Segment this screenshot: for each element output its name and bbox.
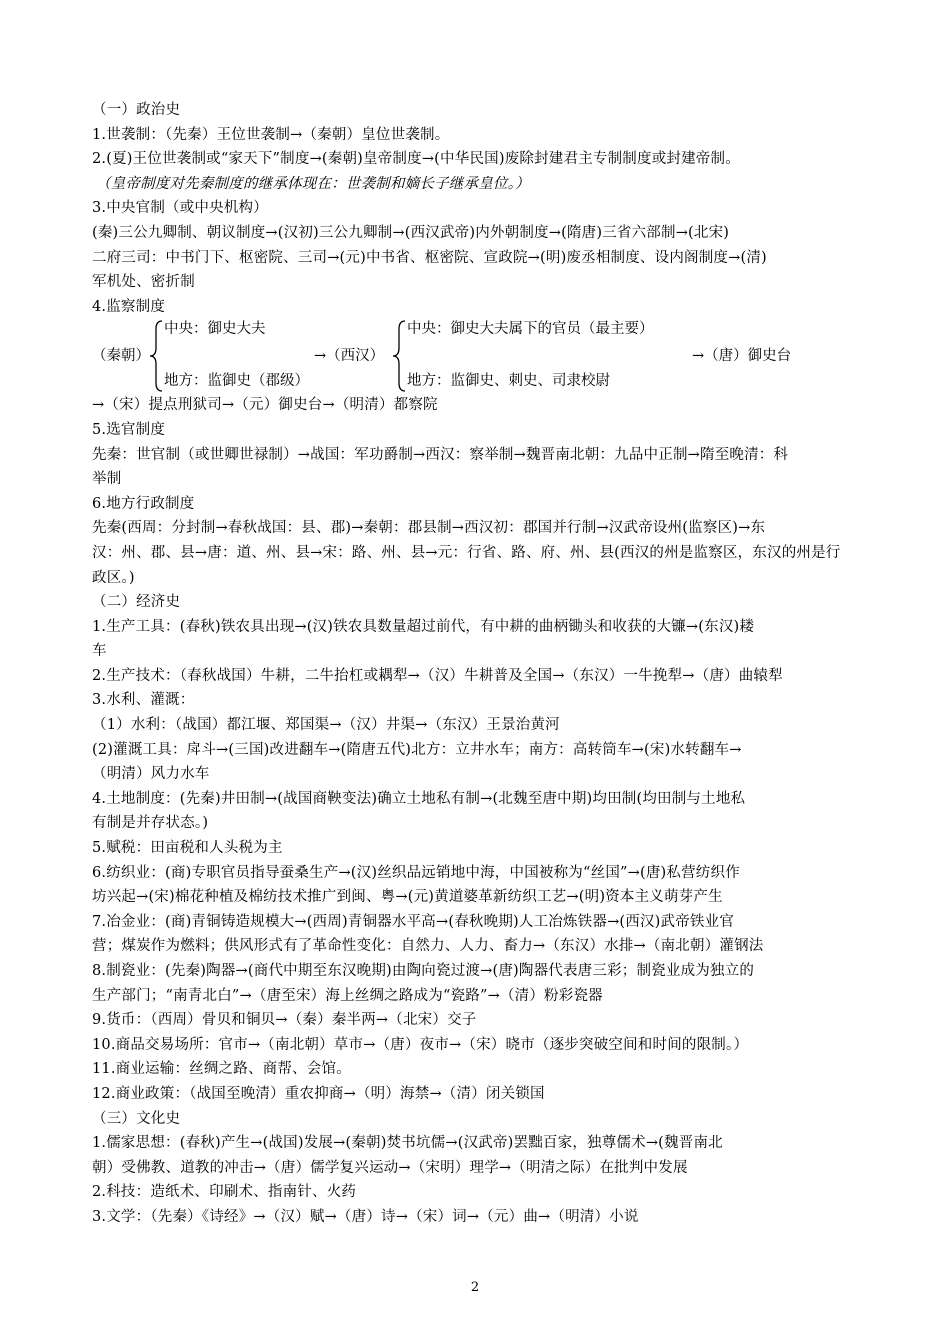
text-line: 3.文学：（先秦）《诗经》→（汉）赋→（唐）诗→（宋）词→（元）曲→（明清）小说 [92, 1208, 639, 1225]
text-line: 朝）受佛教、道教的冲击→（唐）儒学复兴运动→（宋明）理学→（明清之际）在批判中发展 [92, 1159, 688, 1176]
text-line: 10.商品交易场所：官市→（南北朝）草市→（唐）夜市→（宋）晓市（逐步突破空间和时间的限制。） [92, 1036, 749, 1053]
left-brace [150, 321, 162, 391]
text-line: 12.商业政策：（战国至晚清）重农抑商→（明）海禁→（清）闭关锁国 [92, 1085, 545, 1102]
han-label: →（西汉） [314, 348, 385, 365]
note-line: （皇帝制度对先秦制度的继承体现在：世袭制和嫡长子继承皇位。） [96, 175, 530, 192]
text-line: 车 [92, 643, 107, 660]
text-line: 汉：州、郡、县→唐：道、州、县→宋：路、州、县→元：行省、路、府、州、县(西汉的州是监察区，东汉的州是行 [92, 544, 841, 561]
text-line: 4.监察制度 [92, 298, 166, 315]
right-brace [393, 321, 405, 391]
text-line: 1.世袭制：（先秦）王位世袭制→（秦朝）皇位世袭制。 [92, 126, 450, 143]
text-line: 生产部门；“南青北白”→（唐至宋）海上丝绸之路成为“瓷路”→（清）粉彩瓷器 [92, 987, 603, 1004]
text-line: 3.水利、灌溉： [92, 692, 195, 709]
page-number: 2 [470, 1280, 480, 1295]
text-line: 1.生产工具：(春秋)铁农具出现→(汉)铁农具数量超过前代，有中耕的曲柄锄头和收获的大镰→(东汉)耧 [92, 618, 755, 635]
text-line: 9.货币：（西周）骨贝和铜贝→（秦）秦半两→（北宋）交子 [92, 1012, 477, 1029]
text-line: 6.纺织业：(商)专职官员指导蚕桑生产→(汉)丝织品远销地中海，中国被称为“丝国”→(唐)私营纺织作 [92, 864, 740, 881]
text-line: 2.科技：造纸术、印刷术、指南针、火药 [92, 1184, 357, 1201]
text-line: （1）水利：（战国）都江堰、郑国渠→（汉）井渠→（东汉）王景治黄河 [92, 717, 560, 734]
text-line: 有制是并存状态。) [92, 815, 209, 832]
qin-central: 中央：御史大夫 [164, 321, 266, 338]
text-line: (秦)三公九卿制、朝议制度→(汉初)三公九卿制→(西汉武帝)内外朝制度→(隋唐)三省六部制→(北宋) [92, 224, 730, 241]
tang-label: →（唐）御史台 [692, 348, 792, 365]
han-central: 中央：御史大夫属下的官员（最主要） [407, 321, 654, 338]
section-heading-politics: （一）政治史 [92, 102, 181, 118]
text-line: 1.儒家思想：(春秋)产生→(战国)发展→(秦朝)焚书坑儒→(汉武帝)罢黜百家，独尊儒术→(魏晋南北 [92, 1135, 723, 1152]
document-body [92, 98, 872, 1230]
text-line: 5.选官制度 [92, 421, 166, 438]
text-line: 8.制瓷业：(先秦)陶器→(商代中期至东汉晚期)由陶向瓷过渡→(唐)陶器代表唐三彩；制瓷业成为独立的 [92, 963, 755, 979]
text-line: （明清）风力水车 [92, 766, 210, 783]
text-line: 2.(夏)王位世袭制或“家天下”制度→(秦朝)皇帝制度→(中华民国)废除封建君主专制制度或封建帝制。 [92, 151, 740, 168]
text-line: 举制 [92, 471, 122, 488]
qin-label: （秦朝） [92, 348, 150, 365]
text-line: 11.商业运输：丝绸之路、商帮、会馆。 [92, 1061, 351, 1078]
text-line: 军机处、密折制 [92, 274, 195, 291]
text-line: 先秦：世官制（或世卿世禄制）→战国：军功爵制→西汉：察举制→魏晋南北朝：九品中正制→隋至晚清：科 [92, 446, 789, 463]
text-line: 6.地方行政制度 [92, 495, 195, 512]
text-line: 4.土地制度：(先秦)井田制→(战国商鞅变法)确立土地私有制→(北魏至唐中期)均田制(均田制与土地私 [92, 790, 746, 807]
qin-local: 地方：监御史（郡级） [164, 373, 309, 390]
text-line: 政区。) [92, 569, 135, 586]
text-line: 营；煤炭作为燃料；供风形式有了革命性变化：自然力、人力、畜力→（东汉）水排→（南北朝）灌钢法 [92, 938, 764, 955]
text-line: 7.冶金业：(商)青铜铸造规模大→(西周)青铜器水平高→(春秋晚期)人工冶炼铁器→(西汉)武帝铁业官 [92, 913, 735, 930]
section-heading-economy: （二）经济史 [92, 594, 181, 611]
han-local: 地方：监御史、刺史、司隶校尉 [407, 373, 610, 390]
text-line: (2)灌溉工具：戽斗→(三国)改进翻车→(隋唐五代)北方：立井水车；南方：高转筒车→(宋)水转翻车→ [92, 741, 742, 758]
text-line: →（宋）提点刑狱司→（元）御史台→（明清）都察院 [92, 397, 438, 414]
text-line: 先秦(西周：分封制→春秋战国：县、郡)→秦朝：郡县制→西汉初：郡国并行制→汉武帝设州(监察区)→东 [92, 520, 766, 537]
supervision-diagram [92, 319, 872, 393]
text-line: 二府三司：中书门下、枢密院、三司→(元)中书省、枢密院、宣政院→(明)废丞相制度、设内阁制度→(清) [92, 249, 767, 266]
section-heading-culture: （三）文化史 [92, 1110, 181, 1127]
text-line: 3.中央官制（或中央机构） [92, 200, 268, 217]
text-line: 5.赋税：田亩税和人头税为主 [92, 840, 283, 857]
text-line: 坊兴起→(宋)棉花种植及棉纺技术推广到闽、粤→(元)黄道婆革新纺织工艺→(明)资本主义萌芽产生 [92, 889, 723, 906]
text-line: 2.生产技术：（春秋战国）牛耕，二牛抬杠或耦犁→（汉）牛耕普及全国→（东汉）一牛挽犁→（唐）曲辕犁 [92, 667, 783, 684]
